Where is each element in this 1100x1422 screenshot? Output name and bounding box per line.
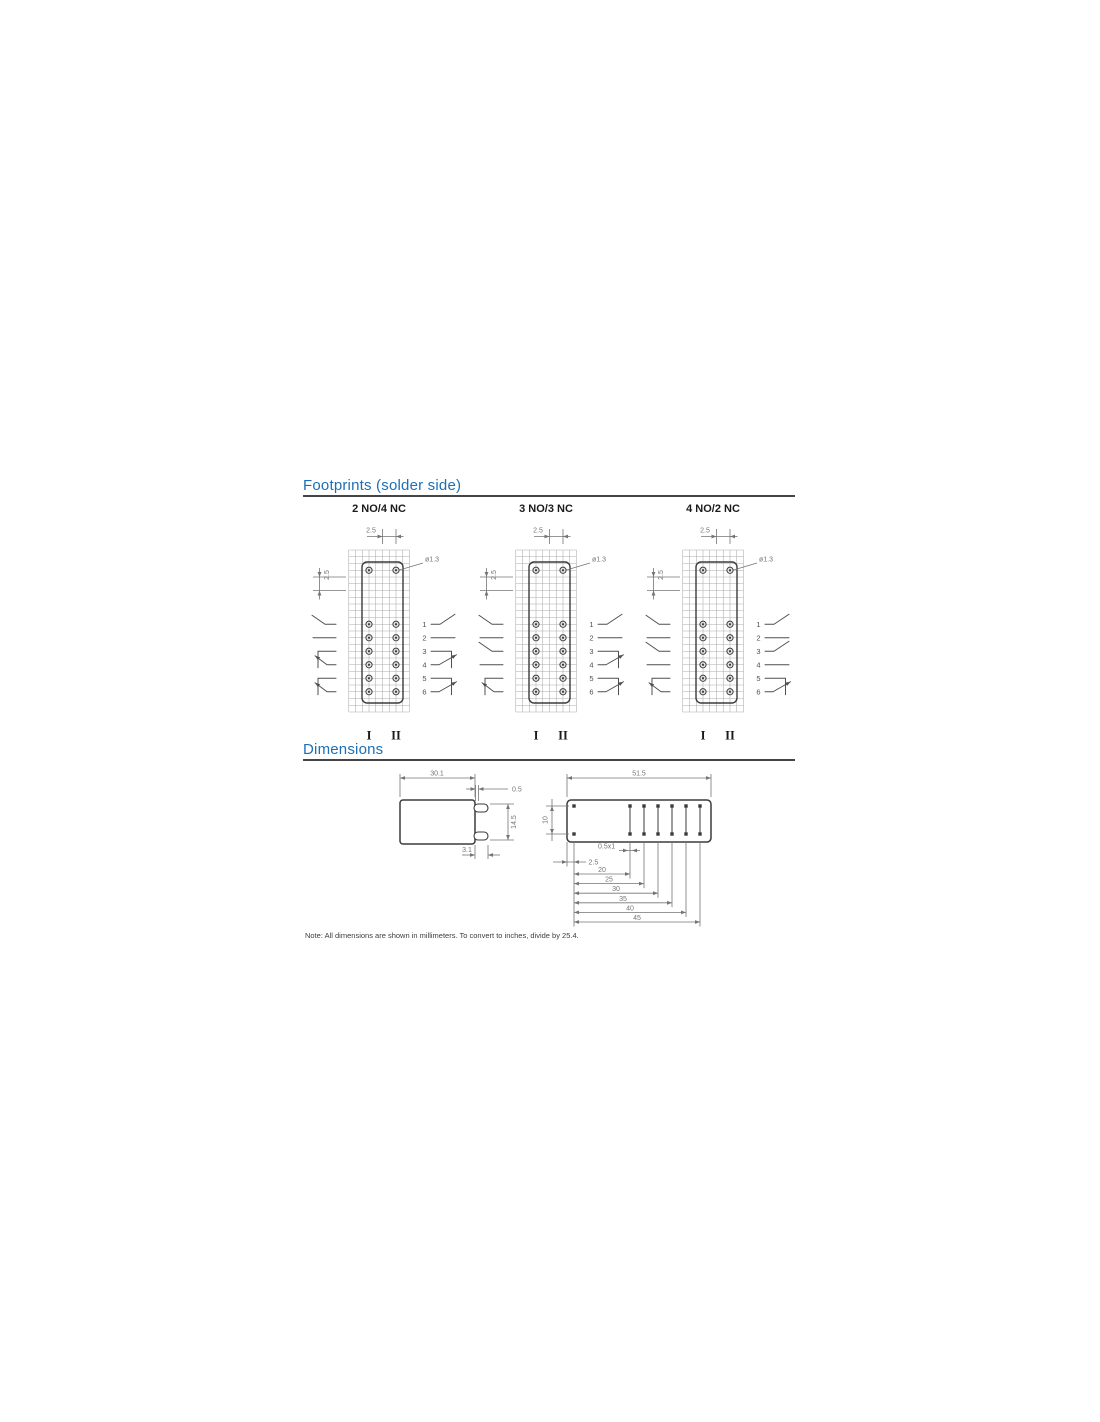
- svg-text:40: 40: [626, 905, 634, 913]
- svg-text:II: II: [725, 728, 735, 743]
- dimension-drawings: [370, 765, 730, 940]
- footprint-diagram: [634, 500, 801, 745]
- svg-text:6: 6: [756, 687, 761, 697]
- contact-symbols: [646, 614, 791, 695]
- svg-text:1: 1: [756, 619, 761, 629]
- pin-numbers: [589, 620, 593, 697]
- svg-text:ø1.3: ø1.3: [759, 556, 774, 564]
- dimensions-heading: Dimensions: [303, 741, 384, 758]
- pin-numbers: [756, 620, 760, 697]
- svg-text:10: 10: [542, 816, 550, 824]
- footprint-title: 3 NO/3 NC: [519, 503, 573, 515]
- footprint-title: 2 NO/4 NC: [352, 503, 406, 515]
- units-note: Note: All dimensions are shown in millimeters. To convert to inches, divide by 25.4.: [305, 931, 579, 940]
- svg-text:ø1.3: ø1.3: [425, 556, 440, 564]
- footprint-diagram: [467, 500, 634, 745]
- svg-text:51.5: 51.5: [632, 770, 646, 778]
- svg-text:2.5: 2.5: [324, 570, 331, 580]
- pin-numbers: [422, 620, 426, 697]
- svg-text:25: 25: [605, 876, 613, 884]
- svg-text:3: 3: [589, 646, 594, 656]
- svg-text:2.5: 2.5: [491, 570, 498, 580]
- svg-text:I: I: [366, 728, 372, 743]
- svg-text:5: 5: [589, 673, 594, 683]
- svg-text:2: 2: [589, 633, 594, 643]
- contact-symbols: [312, 614, 457, 695]
- footprints-heading: Footprints (solder side): [303, 477, 462, 494]
- svg-text:20: 20: [598, 867, 606, 874]
- solder-grid: [683, 550, 744, 712]
- contact-symbols: [479, 614, 624, 695]
- svg-text:3: 3: [422, 646, 427, 656]
- svg-text:II: II: [558, 728, 568, 743]
- column-labels: [534, 729, 568, 743]
- svg-text:I: I: [700, 728, 706, 743]
- svg-text:2.5: 2.5: [700, 527, 710, 535]
- svg-text:6: 6: [422, 687, 427, 697]
- bottom-view: [543, 771, 712, 927]
- svg-text:ø1.3: ø1.3: [592, 556, 607, 564]
- column-labels: [701, 729, 735, 743]
- footprint-title: 4 NO/2 NC: [686, 503, 740, 515]
- svg-text:4: 4: [589, 660, 594, 670]
- svg-text:2.5: 2.5: [588, 859, 599, 867]
- svg-text:30: 30: [612, 886, 620, 894]
- footprints-rule: [303, 495, 795, 497]
- svg-text:3.1: 3.1: [462, 847, 472, 854]
- svg-text:0.5: 0.5: [512, 786, 522, 794]
- svg-text:1: 1: [589, 619, 594, 629]
- svg-text:5: 5: [422, 673, 427, 683]
- svg-text:14.5: 14.5: [511, 815, 518, 829]
- svg-text:0.5x1: 0.5x1: [598, 843, 616, 851]
- svg-text:2: 2: [422, 633, 427, 643]
- svg-text:45: 45: [633, 915, 641, 922]
- svg-text:I: I: [533, 728, 539, 743]
- svg-text:4: 4: [756, 660, 761, 670]
- solder-grid: [516, 550, 577, 712]
- svg-text:6: 6: [589, 687, 594, 697]
- footprint-4no-2nc: [634, 500, 801, 745]
- svg-text:2.5: 2.5: [366, 527, 376, 535]
- svg-text:35: 35: [619, 895, 627, 903]
- svg-text:II: II: [391, 728, 401, 743]
- svg-text:5: 5: [756, 673, 761, 683]
- svg-text:1: 1: [422, 619, 427, 629]
- svg-text:2.5: 2.5: [533, 527, 543, 535]
- footprint-2no-4nc: [300, 500, 467, 745]
- footprint-3no-3nc: [467, 500, 634, 745]
- side-view: [400, 771, 522, 860]
- footprint-diagram: [300, 500, 467, 745]
- svg-text:2.5: 2.5: [658, 570, 665, 580]
- svg-text:4: 4: [422, 660, 427, 670]
- svg-text:30.1: 30.1: [430, 770, 444, 778]
- svg-text:3: 3: [756, 646, 761, 656]
- svg-text:2: 2: [756, 633, 761, 643]
- dimensions-rule: [303, 759, 795, 761]
- solder-grid: [349, 550, 410, 712]
